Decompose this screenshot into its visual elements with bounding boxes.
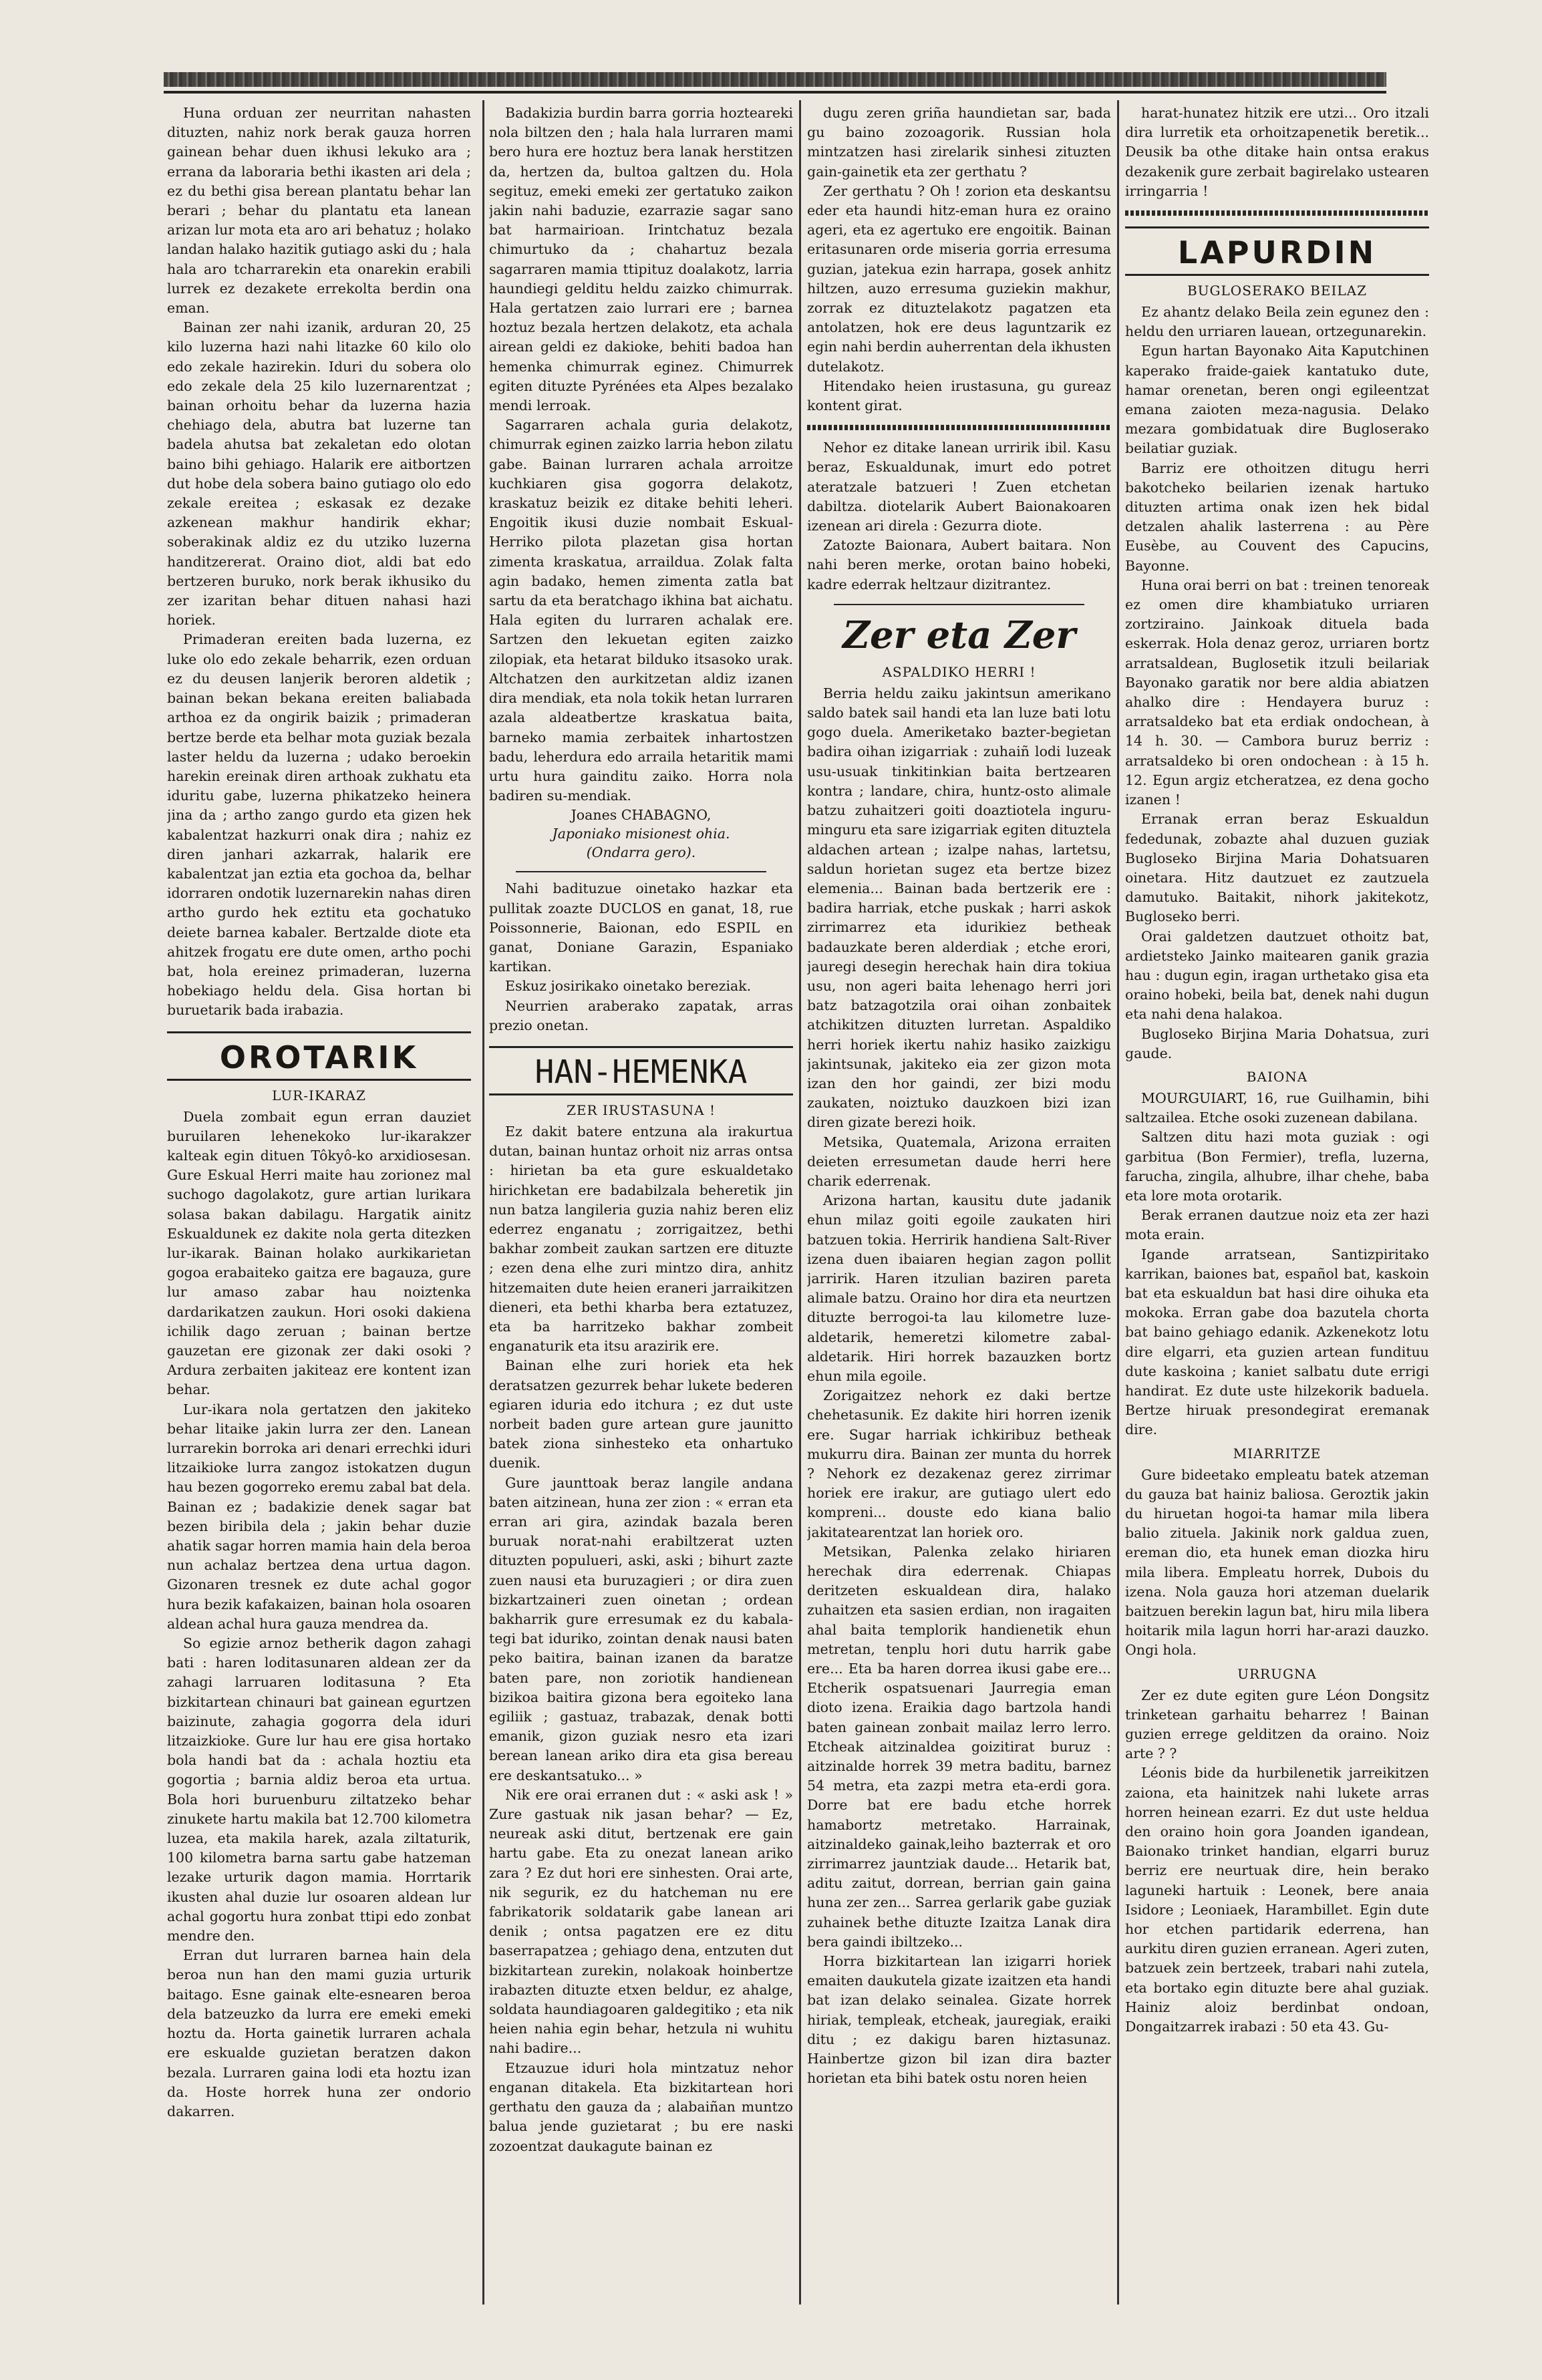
paragraph: Barriz ere othoitzen ditugu herri bakotcheko beilarien izenak hartuko dituzten artima onak izen hek bidal detzalen ahalik lasterrena : au Père Eusèbe, au Couvent des Capucins, Bayonne. <box>1125 460 1429 574</box>
divider <box>1125 210 1429 216</box>
paragraph: Metsika, Quatemala, Arizona erraiten deieten erresumetan daude herri here charik ederrenak. <box>807 1134 1111 1189</box>
paragraph: Ez dakit batere entzuna ala irakurtua dutan, bainan huntaz orhoit niz arras ontsa : hirietan ba eta gure eskualdetako hirichketan ere badabilzala beheretik jin nun batza langileria guzia nahiz beren eliz ederrez enganatu ; zorrigaitzez, bethi bakhar zombeit zaukan sartzen ere dituzte ; ezen dena elhe zuri mintzo dira, anhitz hitzemaiten dute heien eraneri jarraikitzen dieneri, eta bethi kharba bera eztatuzez, eta ba harritzeko bakhar zombeit enganaturik eta itsu arazirik ere. <box>489 1123 793 1355</box>
paragraph: Zer gerthatu ? Oh ! zorion eta deskantsu eder eta haundi hitz-eman hura ez oraino ageri, eta ez agertuko ere engoitik. Bainan eritasunaren orde miseria gorria erresuma guzian, jatekua ezin harrapa, gosek anhitz hiltzen, auzo erresuma guziekin makhur, zorrak ez dituztelakotz pagatzen eta antolatzen, hok ere deus laguntzarik ez egin nahi berdin auherrentan dela ikhusten dutelakotz. <box>807 182 1111 375</box>
paragraph: Berria heldu zaiku jakintsun amerikano saldo batek sail handi eta lan luze bati lotu gogo duela. Ameriketako bazter-begietan badira oihan izigarriak : zuhaiñ lodi luzeak usu-usuak tinkitinkian baita bertzearen kontra ; landare, chira, huntz-osto alimale batzu zuhaitzeri goiti doaztiotela inguru-minguru eta sare izigarriak egiten dituztela aldachen artean ; izalpe nahas, lartetsu, saldun horietan sugez eta bertze bizez elemenia... Bainan bada bertzerik ere : badira harriak, etche puskak ; harri askok zirrimarrez eta idurikiez betheak badauzkate beren alderdiak ; etche erori, jauregi desegin herechak hain dira tokiua usu, non ageri baita lehenago herri jori batz batzagotzila orai oihan zonbaitek atchikitzen dituzten lurretan. Aspaldiko herri horiek ikertu nahiz hasiko zaizkigu jakintsunak, jakiteko eia zer gizon mota izan den hor gaindi, zer bizi modu zaukaten, noiztuko dauzkoen bizi izan diren gizate berezi hoik. <box>807 685 1111 1131</box>
paragraph: Lur-ikara nola gertatzen den jakiteko behar litaike jakin lurra zer den. Lanean lurrarekin borroka ari denari errechki iduri litzaikioke lurra zangoz istokatzen dugun hau bezen gogorreko eremu zabal bat dela. Bainan ez ; badakizie denek sagar bat bezen biribila dela ; jakin behar duzie ahatik sagar horren mamia hain dela beroa nun achalaz bertzea dena urtua dagon. Gizonaren tresnek ez dute achal gogor hura bezik kafakaizen, bainan hola osoaren aldean achal hura gauza mendrea da. <box>167 1401 471 1632</box>
author-signature: Joanes CHABAGNO, <box>571 807 712 824</box>
article-subtitle: BAIONA <box>1246 1068 1308 1085</box>
paragraph: Huna orduan zer neurritan nahasten dituzten, nahiz nork berak gauza horren gainean behar duen ikhusi lekuko ara ; errana da laboraria bethi ikasten ari dela ; ez du bethi gisa berean plantatu behar lan berari ; behar du plantatu eta lanean arizan lur mota eta aro ari behatuz ; holako landan halako hazitik gutiago aski du ; hala hala aro tcharrarekin eta onarekin erabili lurrek ez dezakete errekolta berdin ona eman. <box>167 105 471 317</box>
article-subtitle: ZER IRUSTASUNA ! <box>566 1101 716 1118</box>
article-subtitle: ASPALDIKO HERRI ! <box>882 663 1036 680</box>
section-heading-orotarik: OROTARIK <box>167 1031 471 1081</box>
paragraph: Egun hartan Bayonako Aita Kaputchinen kaperako fraide-gaiek kantatuko dute, hamar orenetan, beren ongi egileentzat emana zaioten meza-nagusia. Delako mezara gombidatuak dire Bugloserako beilatiar guziak. <box>1125 343 1429 457</box>
paragraph: Berak erranen dautzue noiz eta zer hazi mota erain. <box>1125 1207 1429 1243</box>
paragraph: Nik ere orai erranen dut : « aski ask ! » Zure gastuak nik jasan behar? — Ez, neureak aski ditut, bertzenak ere gain hartu gabe. Eta zu onezat lanean ariko zara ? Ez dut hori ere sinhesten. Orai arte, nik segurik, ez du hatcheman nu ere fabrikatorik soldatarik gabe lanean ari denik ; ontsa pagatzen ere ez ditu baserrapatzea ; gehiago dena, entzuten dut bizkitartean zurekin, nolakoak hoinbertze irabazten dituzte etxen beldur, ez ahalge, soldata haundiagoaren galdegitiko ; eta nik heien nahia egin behar, hetzula ni wuhitu nahi badire... <box>489 1786 793 2057</box>
paragraph: Primaderan ereiten bada luzerna, ez luke olo edo zekale beharrik, ezen orduan ez du deusen lanjerik beroren aldetik ; bainan bekan bekana ereiten baliabada arthoa ez da ongirik baizik ; primaderan bertze berde eta belhar mota guziak bezala laster heldu da luzerna ; udako beroekin harekin ereinak diren arthoak zukhatu eta iduritu gabe, luzerna phikatzeko heinera jina da ; artho zango gurdo eta gizen hek kabalentzat hazkurri onak dira ; nahiz ez diren janhari azkarrak, halarik ere kabalentzat jan eztia eta gochoa da, belhar idorraren ondotik luzernarekin nahas diren artho gurdo hek eztitu eta gochatuko deiete barnea kabaler. Bertzalde diote eta ahitzek frogatu ere dute omen, artho pochi bat, hola ereinez primaderan, luzerna hobekiago heldu dela. Gisa hortan bi buruetarik bada irabazia. <box>167 631 471 1019</box>
paragraph: Igande arratsean, Santizpiritako karrikan, baiones bat, español bat, kaskoin bat eta eskualdun bat hasi dire oihuka eta mokoka. Erran gabe doa bazutela chorta bat baino gehiago edanik. Azkenekotz lotu dire elgarri, eta guzien artean fundituu dute kaskoina ; kaniet salbatu dute errigi handirat. Ez dute uste hilzekorik baduela. Bertze hiruak presondegirat eremanak dire. <box>1125 1246 1429 1438</box>
paragraph: Orai galdetzen dautzuet othoitz bat, ardietsteko Jainko maitearen ganik grazia hau : dugun egin, iragan urthetako gisa eta oraino hobeki, beila bat, denek nahi dugun eta nahi dena halakoa. <box>1125 928 1429 1023</box>
divider <box>834 604 1084 605</box>
author-title: Japoniako misionest ohia. <box>552 826 730 842</box>
masthead-band <box>164 72 1386 87</box>
column-2 <box>489 104 793 2308</box>
paragraph: Badakizia burdin barra gorria hozteareki nola biltzen den ; hala hala lurraren mami bero hura ere hoztuz bera lanak herstitzen da, hertzen da, bultoa galtzen du. Hola segituz, emeki emeki zer gertatuko zaikon jakin nahi baduzie, ezarrazie sagar sano bat harmairioan. Irintchatuz bezala chimurtuko da ; chahartuz bezala sagarraren mamia ttipituz doalakotz, larria haundiegi gelditu heldu zaizko chimurrak. Hala gertatzen zaio lurrari ere ; barnea hoztuz bezala hertzen delakotz, eta achala airean geldi ez dakioke, behiti badoa han hemenka chimurrak eginez. Chimurrek egiten dituzte Pyrénées eta Alpes bezalako mendi lerroak. <box>489 105 793 414</box>
paragraph: Bainan zer nahi izanik, arduran 20, 25 kilo luzerna hazi nahi litazke 60 kilo olo edo zekale hazirekin. Iduri du sobera olo edo zekale dela 25 kilo luzernarentzat ; bainan orhoitu behar da luzerna hazia chehiago dela, abutra bat luzerne tan badela ahutsa bat zekaletan edo olotan baino bihi gehiago. Halarik ere aitbortzen dut hobe dela sobera baino gutiago olo edo zekale ereitea ; eskasak ez dezake azkenean makhur handirik ekhar; soberakinak aldiz ez du utziko luzerna handitzererat. Oraino diot, aldi bat edo bertzeren buruko, nork berak ikhusiko du zer izaritan behar dituen nahasi hazi horiek. <box>167 319 471 629</box>
article-subtitle: MIARRITZE <box>1233 1445 1322 1462</box>
paragraph: Bainan elhe zuri horiek eta hek deratsatzen gezurrek behar lukete bederen egiaren iduria edo itchura ; ez dut uste norbeit baden gure artean gure jaunitto batek ziona sinhesteko eta onhartuko duenik. <box>489 1357 793 1472</box>
paragraph: Zer ez dute egiten gure Léon Dongsitz trinketean garhaitu beharrez ! Bainan guzien errege gelditzen da oraino. Noiz arte ? ? <box>1125 1687 1429 1762</box>
paragraph: Saltzen ditu hazi mota guziak : ogi garbitua (Bon Fermier), trefla, luzerna, farucha, zingila, alhubre, ilhar chehe, baba eta lore mota orotarik. <box>1125 1129 1429 1204</box>
advert-paragraph: Zatozte Baionara, Aubert baitara. Non nahi beren merke, orotan baino hobeki, kadre ederrak heltzaur dizitrantez. <box>807 537 1111 592</box>
section-heading-lapurdin: LAPURDIN <box>1125 226 1429 276</box>
paragraph: So egizie arnoz betherik dagon zahagi bati : haren loditasunaren aldean zer da zahagi larruaren loditasuna ? Eta bizkitartean chinauri bat gainean egurtzen baizinute, zahagia gogorra dela iduri litzaizkioke. Gure lur hau ere gisa hortako bola handi bat da : achala hoztiu eta gogortia ; barnia aldiz beroa eta urtua. Bola hori buruenburu ziltatzeko behar zinukete hartu makila bat 12.700 kilometra luzea, eta makila harek, azala ziltaturik, 100 kilometra barna sartu gabe hatzeman lezake urturik dagon mamia. Horrtarik ikusten ahal duzie lur osoaren aldean lur achal gogortu hura zonbat ttipi edo zonbat mendre den. <box>167 1635 471 1944</box>
divider <box>807 425 1111 430</box>
article-subtitle: LUR-IKARAZ <box>272 1087 366 1103</box>
paragraph: MOURGUIART, 16, rue Guilhamin, bihi saltzailea. Etche osoki zuzenean dabilana. <box>1125 1089 1429 1126</box>
section-heading-han-hemenka: HAN-HEMENKA <box>489 1046 793 1095</box>
paragraph: Erranak erran beraz Eskualdun fededunak, zobazte ahal duzuen guziak Bugloseko Birjina Maria Dohatsuaren oinetara. Hitz dautzuet ez zautzuela damutuko. Baitakit, nihork jakitekotz, Bugloseko berri. <box>1125 811 1429 925</box>
paragraph: Huna orai berri on bat : treinen tenoreak ez omen dire khambiatuko urriaren zortziraino. Jainkoak dituela bada eskerrak. Hola denaz geroz, urriaren bortz arratsaldean, Buglosetik itzuli beilariak Bayonako garatik nor bere aldia abiatzen ahalko dire : Hendayera buruz : arratsaldeko bat eta erdiak ondochean, à 14 h. 30. — Cambora buruz berriz : arratsaldeko bi oren ondochean : à 15 h. 12. Egun argiz etcheratzea, ez dena gocho izanen ! <box>1125 576 1429 808</box>
section-heading-zer-eta-zer: Zer eta Zer <box>842 613 1076 657</box>
paragraph: Bugloseko Birjina Maria Dohatsua, zuri gaude. <box>1125 1025 1429 1061</box>
column-separator <box>799 100 801 2305</box>
advert-paragraph: Eskuz josirikako oinetako bereziak. <box>505 978 752 995</box>
column-4 <box>1125 104 1429 2308</box>
paragraph: Arizona hartan, kausitu dute jadanik ehun milaz goiti egoile zaukaten hiri batzuen tokia. Herririk handiena Salt-River izena duen ibaiaren hegian zagon pollit jarririk. Haren itzulian baziren pareta alimale batzu. Oraino hor dira eta neurtzen dituzte berrogoi-ta lau kilometre luze-aldetarik, hemeretzi kilometre zabal-aldetarik. Hiri horrek bazauzken bortz ehun mila egoile. <box>807 1192 1111 1384</box>
paragraph: Erran dut lurraren barnea hain dela beroa nun han den mami guzia urturik baitago. Esne gainak elte-esnearen beroa dela batzeuzko da lurra ere emeki emeki hoztu da. Horta gainetik lurraren achala ere eskualde guzietan beratzen dakon bezala. Lurraren gaina lodi eta hoztu izan da. Hoste horrek huna zer ondorio dakarren. <box>167 1947 471 2119</box>
paragraph: Gure bideetako empleatu batek atzeman du gauza bat hainiz baliosa. Geroztik jakin du hiruetan hogoi-ta hamar mila libera balio zituela. Jakinik nork galdua zuen, ereman dio, eta hunek eman diozka hiru mila libera. Empleatu horrek, Dubois du izena. Nola gauza hori atzeman duelarik baitzuen berekin lagun bat, hiru mila libera hoitarik mila lagun horri har-arazi dauzko. Ongi hola. <box>1125 1466 1429 1659</box>
paragraph: harat-hunatez hitzik ere utzi... Oro itzali dira lurretik eta orhoitzapenetik beretik... Deusik ba othe ditake hain ontsa erakus dezakenik gure zerbait bagirelako ustearen irringarria ! <box>1125 105 1429 199</box>
paragraph: Metsikan, Palenka zelako hiriaren herechak dira ederrenak. Chiapas deritzeten eskualdean dira, halako zuhaitzen eta sasien erdian, non iragaiten ahal baita templorik handienetik ehun metretan, tenplu hori dutu harrik gabe ere... Eta ba haren dorrea ikusi gabe ere... Etcherik ospatsuenari Jaurregia eman dioto izena. Eraikia dago bartzola handi baten gainean zonbait mailaz lerro lerro. Etcheak aitzinaldea goizitirat buruz : aitzinalde horrek 39 metra baditu, barnez 54 metra, eta zazpi metra eta-erdi gora. Dorre bat ere badu etche horrek hamabortz metretako. Harrainak, aitzinaldeko gainak,leiho bazterrak et oro zirrimarrez jauntziak daude... Hetarik bat, aditu zaitut, dorrean, berrian gain gaina huna zer zen... Sarrea gerlarik gabe guziak zuhainek bethe dituzte Izaitza Lanak dira bera gaindi ibiltzeko... <box>807 1543 1111 1950</box>
advert-paragraph: Nehor ez ditake lanean urririk ibil. Kasu beraz, Eskualdunak, imurt edo potret ateratzale batzueri ! Zuen etchetan dabiltza. diotelarik Aubert Baionakoaren izenean ari direla : Gezurra diote. <box>807 440 1111 534</box>
article-subtitle: URRUGNA <box>1237 1665 1317 1682</box>
paragraph: Horra bizkitartean lan izigarri horiek emaiten daukutela gizate izaitzen eta handi bat izan delako seinalea. Gizate horrek hiriak, templeak, etcheak, jauregiak, eraiki ditu ; ez dakigu baren hiztasunaz. Hainbertze gizon bil izan dira bazter horietan eta bihi batek ostu noren heien <box>807 1953 1111 2087</box>
paragraph: Léonis bide da hurbilenetik jarreikitzen zaiona, eta hainitzek nahi lukete arras horren heinean ezarri. Ez dut uste heldua den oraino hoin gora Joanden igandean, Baionako trinket handian, elgarri buruz berriz ere neurtuak dire, hein berako laguneki hartuik : Leonek, bere anaia Isidore ; Leoniaek, Harambillet. Egin dute hor etchen partidarik ederrena, han aurkitu diren guzien erranean. Ageri zuten, batzuek zein bertzeek, trabari nahi zutela, eta bortako egin dituzte bere ahal guziak. Hainiz aloiz berdinbat ondoan, Dongaitzarrek irabazi : 50 eta 43. Gu- <box>1125 1765 1429 2035</box>
divider <box>516 871 766 872</box>
continuation-note: (Ondarra gero). <box>586 844 696 861</box>
advert-paragraph: Neurrien araberako zapatak, arras prezio onetan. <box>489 997 793 1033</box>
paragraph: Duela zombait egun erran dauziet buruilaren lehenekoko lur-ikarakzer kalteak egin dituen Tôkyô-ko arxidiosesan. Gure Eskual Herri maite hau zorionez mal suchogo dagolakotz, gure artian lurikara solasa bakan dabilagu. Hargatik ainitz Eskualdunek ez dakite nola gerta ditezken lur-ikarak. Bainan holako aurkikarietan gogoa erabaiteko gaitza ere bagauza, gure lur amaso zabar hau noiztenka dardarikatzen zaukun. Hori osoki dakiena ichilik dago zeruan ; bainan bertze gauzetan ere gizonak zer daki osoki ? Ardura zerbaiten jakiteaz ere kontent izan behar. <box>167 1108 471 1398</box>
column-3 <box>807 104 1111 2308</box>
paragraph: Ez ahantz delako Beila zein egunez den : heldu den urriaren lauean, ortzegunarekin. <box>1125 304 1429 340</box>
paragraph: Gure jaunttoak beraz langile andana baten aitzinean, huna zer zion : « erran eta erran ari gira, azindak bazala beren buruak norat-nahi erabiltzerat uzten dituzten populueri, aski, aski ; bihurt zazte zuen nausi eta buruzagieri ; or dira zuen bizkartzaineri zuen oinetan ; ordean bakharrik gure erresumak ez du kabala-tegi bat iduriko, zointan denak nausi baten peko baitira, bainan izanen da baratze baten pare, non zoriotik handienean bizikoa baitira gizona bera egoiteko lana egiliik ; gastuaz, trabazak, denak botti emanik, gizon guziak nesro eta izari berean lanean ariko dira eta gisa bereau ere deskantsatuko... » <box>489 1474 793 1783</box>
paragraph: Hitendako heien irustasuna, gu gureaz kontent girat. <box>807 377 1111 414</box>
paragraph: dugu zeren griña haundietan sar, bada gu baino zozoagorik. Russian hola mintzatzen hasi zirelarik sinhesi zituzten gain-gainetik eta zer gerthatu ? <box>807 105 1111 180</box>
paragraph: Etzauzue iduri hola mintzatuz nehor enganan ditakela. Eta bizkitartean hori gerthatu den gauza da ; alabaiñan muntzo balua jende guzietarat ; bu ere naski zozoentzat daukagute bainan ez <box>489 2059 793 2154</box>
paragraph: Sagarraren achala guria delakotz, chimurrak eginen zaizko larria hebon zilatu gabe. Bainan lurraren achala arroitze kuchkiaren gisa gogorra delakotz, kraskatuz beizik ez ditake behiti leheri. Engoitik ikusi duzie nombait Eskual-Herriko pilota plazetan gisa hortan zimenta kraskatua, arraildua. Zolak falta agin badako, hemen zimenta zatla bat sartu da eta beratchago ikhina bat aichatu. Hala egiten du lurraren achalak ere. Sartzen den lekuetan egiten zaizko zilopiak, eta hetarat bilduko itsasoko urak. Altchatzen den aurkitzetan aldiz izanen dira mendiak, eta nola tokik hetan lurraren azala aldeatbertze kraskatua baita, barneko mamia zerbaitek inhartostzen badu, leherdura edo arraila hetaritik mami urtu hura gainditu zaiko. Horra nola badiren su-mendiak. <box>489 417 793 804</box>
article-subtitle: BUGLOSERAKO BEILAZ <box>1187 283 1367 299</box>
column-1 <box>167 104 471 2308</box>
column-separator <box>482 100 484 2305</box>
paragraph: Zorigaitzez nehork ez daki bertze chehetasunik. Ez dakite hiri horren izenik ere. Sugar harriak ichkiribuz betheak mukurru dira. Bainan zer munta du horrek ? Nehork ez dezakenaz gerez zirrimar horiek ere irakur, are gutiago ulert edo kompreni... douste edo kiana balio jakitatearentzat lan horiek oro. <box>807 1387 1111 1540</box>
masthead-rule <box>164 91 1386 94</box>
advert-paragraph: Nahi badituzue oinetako hazkar eta pullitak zoazte DUCLOS en ganat, 18, rue Poissonnerie, Baionan, edo ESPIL en ganat, Doniane Garazin, Espaniako kartikan. <box>489 880 793 975</box>
column-separator <box>1117 100 1119 2305</box>
